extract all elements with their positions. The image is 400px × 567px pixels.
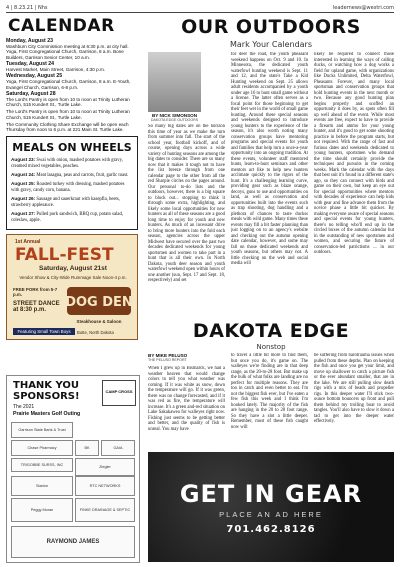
gear-ad-phone[interactable]: 701.462.8126	[226, 524, 316, 535]
sponsor-logo: FINKE DRAINAGE & SEPTIC	[75, 498, 135, 522]
event-date: Wednesday, August 25	[6, 73, 63, 80]
author-name: BY NICK SIMONSON	[151, 113, 198, 118]
fallfest-featuring: Featuring Small Town Boys	[13, 328, 75, 335]
outdoors-subtitle: Mark Your Calendars	[229, 40, 313, 49]
meal-item	[11, 196, 133, 208]
sponsor-logo: Ziegler	[75, 458, 135, 476]
sponsor-logo: RTC NETWORKS	[75, 476, 135, 496]
author-photo	[148, 52, 201, 112]
left-column	[6, 14, 138, 340]
website-link[interactable]: leadernews@westri.com	[332, 5, 394, 11]
meal-date: August 25:	[11, 181, 36, 187]
meal-date: August 23:	[11, 157, 36, 163]
sponsors-year: The 2021	[13, 404, 35, 410]
event-text: The Lord's Pantry is open from 10 to noon at Trinity Lutheran Church, 515 Kundert St., Turtle Lake.	[6, 97, 130, 108]
calendar-event	[6, 74, 138, 90]
calendar-events	[6, 39, 138, 132]
meal-text: Roasted turkey with dressing, mashed potatoes with gravy, candy corn, banana.	[11, 182, 125, 193]
meals-title: MEALS ON WHEELS	[12, 141, 132, 155]
calendar-event	[6, 39, 138, 60]
fallfest-date: Saturday, August 21st	[39, 264, 107, 272]
meal-item	[11, 211, 133, 223]
dakota-column-3: be suffering from barotrauma issues when pulled from these depths. Plan on keeping the fish and once you get your limit, and move up shallower to catch a picture fish or the ever abundant smaller, that are in the lake. We are still pulling slow death rigs with a mix of beads and propeller rigs. In this deeper water I'll stick two-ounce bottom bouncers up front and pull them behind my trolling boat to avoid tangles. You'll also have to slow it down a tad to get into the deeper water effectively.	[314, 353, 394, 424]
meal-item	[11, 172, 133, 178]
header-divider	[6, 12, 394, 13]
sponsors-ad	[6, 375, 140, 563]
event-text: Harvest Market, Main Street, Garrison, 4:30 p.m.	[6, 67, 106, 73]
dakota-column-1: When I grew up in Bismarck, we had a weather heaven that would change colors to tell you what weather was coming. If it was white as snow, down the temperature will go. If it was green, there was no change forecasted, and if it was red as fire, the temperature will increase. It's a green and-red situation on Lake Sakakawea for walleyes right now. Fishing just seems to be getting better and better, and the quality of fish is unreal. You may have	[148, 366, 225, 432]
dakota-byline	[148, 353, 187, 362]
dakota-column-2: to travel a little bit more to find them, but once you do, it's game on. The walleyes we're finding are in that deep range, as the 20-to-28 foot. But make up the bulk of what folks are landing are no perfect for multiple reasons. They are too in catch and even better to eat. I'm not the biggest fish ever, but I've eaten a few fish this week and I think I'm hooked lately. The majority of the fish are hanging in the 20 to 28 foot range. So they have a slot a little deeper. Remember, most of these fish caught now will	[231, 353, 308, 430]
meal-item	[11, 157, 133, 169]
dakota-edge-subtitle: Nonstop	[256, 343, 286, 351]
outdoors-column-3: likely be required to connect those interested in learning the ways of calling ducks, or watching how a dog works a field for upland game, with organizations like Ducks Unlimited, Delta Waterfowl, Pheasants Forever, and many local sportsman and conservation groups that hold hunting events in the next month or two. Because any good hunting plan begins properly and scoffed an opportunity it does by, as spots often fill up well ahead of the event. While most events are free, expect to have to provide a firearm and ammo for your young hunter, and it's good to get some shooting practice in before the program starts, but not required. With the range of fast and furious dates and weekends dedicated to young hunters, sportsmen who demand the time should certainly provide the techniques and pursuits in the coming weeks. Mark the calendar with the days that best suit it's found in a different state's ago, so they can connect with birds and game on their own, but keep an eye out for special opportunities where mentors with decades of experience can help kids with gear and fine advance them from the novice phase a little bit quicker. By making everyone aware of special seasons and special events for young hunters, there's no telling who'll end up in the circled boxes of the autumn calendar but in the outstanding of new sportsmen and women, and securing the future of conservation-led patrictisms ... in our outdoors.	[314, 52, 394, 255]
sponsors-event: Prairie Masters Golf Outing	[13, 411, 81, 417]
event-date: Saturday, August 28	[6, 90, 56, 97]
sponsor-logo: BK	[75, 440, 99, 456]
sponsor-logo: Peggy Moran	[11, 498, 73, 522]
event-text: Washburn City Commission meeting at 6:30 p.m. at city hall. Yoga, First Congregational Church, Garrison, 8 a.m. Bone Builders, Garrison Senior Center, 10 a.m.	[6, 44, 129, 60]
page-info: 4 | 8.23.21 | Nhs	[6, 5, 48, 11]
sponsor-logo: Chase Pharmacy	[11, 440, 73, 456]
calendar-event	[6, 92, 138, 108]
event-date: Tuesday, August 24	[6, 60, 55, 67]
meals-on-wheels-box	[6, 136, 138, 230]
meal-date: August 26:	[11, 196, 36, 202]
fallfest-venue: Steakhouse & Saloon	[76, 318, 122, 324]
sponsor-logo: RAYMOND JAMES	[11, 526, 135, 558]
dakota-edge-title: DAKOTA EDGE	[192, 320, 350, 342]
event-date: Monday, August 23	[6, 38, 53, 44]
outdoors-byline	[148, 113, 201, 122]
meal-text: Sausage and sauerkraut with kasepfla, beets, strawberry applesauce.	[11, 197, 120, 208]
sponsor-logo: TRIGOBBE SURSS, INC	[11, 458, 73, 472]
calendar-event	[6, 62, 138, 72]
fallfest-sale: Vendor Show & City-Wide Rummage Sale Noon-4 p.m.	[19, 274, 127, 280]
outdoors-column-2: for deer the road, the youth pheasant weekend happens on Oct. 9 and 10. In Minnesota, the dedicated youth waterfowl hunting weekend is Sept. 11 and 12, and the state's Take a Kid Hunting weekend on Sept. 25 allows adult residents accompanied by a youth under age 16 to hunt small game without a license. The latter often serves as a focal point for those beginning to get their feet wet in the world of small game hunting. Around these special seasons and weekends designed to introduce young hunters to the experience of the season, it's also worth noting many conservation groups have mentoring programs and special events for youth and families that help turn a once-a-year opportunity into an ongoing tradition. At these events, volunteer staff mentored hunts, learn-to-hunt seminars and other mentors act like to help new hunters acclimate quickly to the rigors of the hunt. It's a challenging learning curve, providing gear such as blaze orange, decoys, guns to use and opportunities on land, as well as conservation and opportunities built into the events such as trap shooting, dog handling and a plethora of chances to taste duckss meals with wild game. Many times these events may fill a bit faster planning than just logging on to an agency's website and checking out the autumn opening date calendar, however, and some may fall on those dedicated weekends and youth seasons, but others may not. A little checking on the web and social media will	[231, 52, 308, 266]
fallfest-anniversary: 1st Annual	[15, 238, 41, 245]
fallfest-ad[interactable]	[6, 234, 138, 340]
meal-text: Meat lasagna, peas and carrots, fruit, garlic toast.	[36, 173, 129, 179]
gear-ad-subtitle: PLACE AN AD HERE	[219, 510, 323, 519]
outdoors-title: OUR OUTDOORS	[181, 16, 361, 38]
fallfest-pork: FREE PORK from 5-7 p.m.	[13, 286, 58, 297]
gear-ad-title: GET IN GEAR	[179, 480, 363, 508]
meal-date: August 27:	[11, 211, 36, 217]
meal-text: Pulled pork sandwich, BBQ cup, potato salad, coleslaw, apple.	[11, 212, 123, 223]
author-title: DAKOTA EDGE OUTDOORS	[150, 118, 199, 122]
outdoors-column-1: So many big dates are on the horizon this time of year as we make the turn from summer into fall. The start of the school year, football kickoff, and of course, opening days across a wide variety of hunting seasons are among the big dates to consider. There are so many now that it makes it tough not to have the list breeze through from one calendar page to the other from all the red Sharpie circles on the pages around. Our personal to-do lists and the outdoors, however, there is a big square to block out... stopping to think it through some extra, highlighting, and likely some local opportunities for new hunters as all of these seasons are a good long time to enjoy for youth and new hunters. As much of an incessant drive to bring more hunters into the fold each season, agencies across the upper Midwest have secured over the past two decades dedicated weekends for young sportsmen and women to take part in a hunt that is all their own. In North Dakota, youth deer season and youth waterfowl weekend open within hours of one another (sun, Sept. 17 and Sept. 18, respectively) and set	[148, 124, 225, 283]
event-text: Yoga, First Congregational Church, Garrison, 8 a.m. E-Youth, Evangel Church, Garrison, 6-8 p.m.	[6, 79, 131, 90]
sponsor-logo: GAIA	[101, 440, 135, 456]
calendar-note: The Lord's Pantry is open from 10 to noon at Trinity Lutheran Church, 515 Kundert St., Turtle Lake.	[6, 109, 130, 120]
dakota-author: BY MIKE PELUSO	[148, 353, 188, 358]
fallfest-title: FALL-FEST	[15, 244, 114, 265]
calendar-title: CALENDAR	[8, 16, 115, 36]
meal-item	[11, 181, 133, 193]
dog-den-label: DOG DEN	[65, 294, 133, 310]
place-ad-banner[interactable]	[148, 452, 394, 562]
sponsor-logo: Starion	[11, 476, 73, 496]
sponsor-logo: Garrison State Bank & Trust	[11, 422, 73, 438]
calendar-note: The Community Clothing Share Exchange will be open each Thursday from noon to 6 p.m. at 221 Main St. Turtle Lake.	[6, 121, 129, 133]
dog-den-logo	[65, 285, 133, 317]
dakota-author-title: THE PELUSO REPORT	[148, 358, 187, 362]
fallfest-dance: STREET DANCE at 8:30 p.m.	[13, 300, 60, 314]
meal-date: August 24:	[11, 172, 36, 178]
camp-cross-logo	[102, 380, 136, 406]
fallfest-location: Butte, North Dakota	[77, 329, 114, 335]
sponsors-title: THANK YOU SPONSORS!	[13, 380, 80, 402]
camp-cross-label: CAMP CROSS	[105, 389, 133, 394]
meal-text: Swai with onion, mashed potatoes with gravy, creamed mixed vegetables, peaches.	[11, 158, 123, 169]
